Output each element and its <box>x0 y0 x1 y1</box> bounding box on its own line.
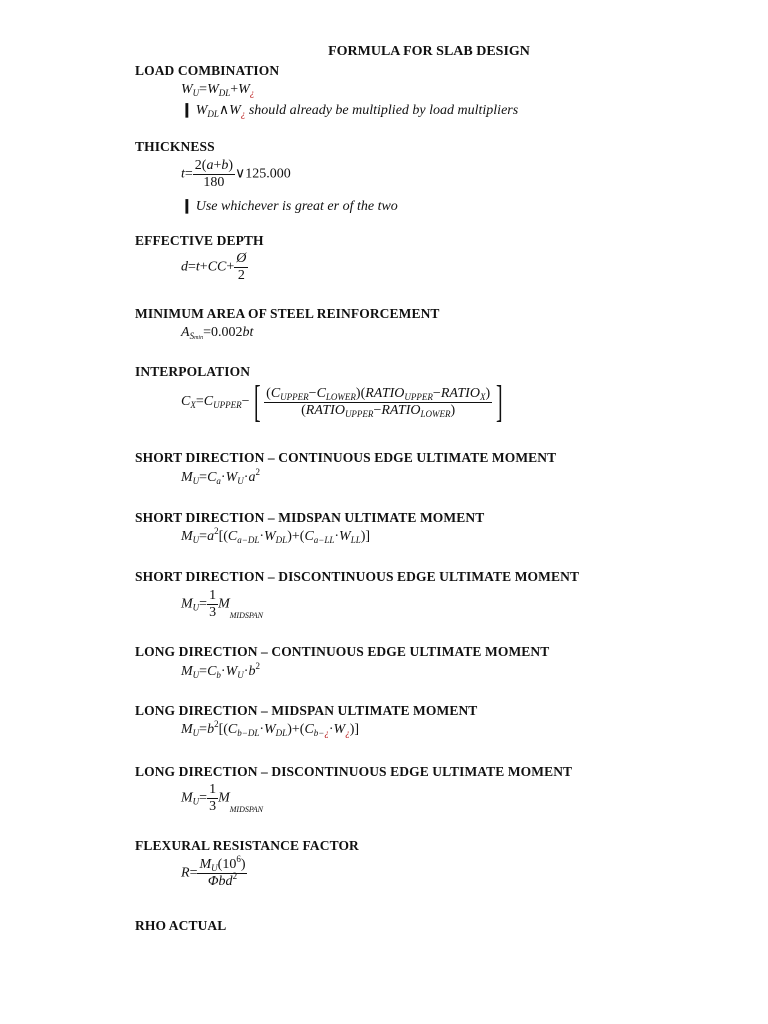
equation-load-combination: $W_U=W_{DL}+W_¿$ <box>181 82 255 98</box>
equation-min-area: $A_{Smin}=0.002bt$ <box>181 325 254 341</box>
note-load-combination: ❙ $W_{DL}\wedge W_¿$ should already be multiplied by load multipliers <box>181 103 519 119</box>
equation-short-discontinuous: $M_U=$ $\frac{1}{3}$ $M_{MIDSPAN}$ <box>181 588 263 620</box>
heading-flexural-resistance: FLEXURAL RESISTANCE FACTOR <box>135 838 359 853</box>
heading-long-discontinuous: LONG DIRECTION – DISCONTINUOUS EDGE ULTIMATE MOMENT <box>135 764 573 779</box>
heading-interpolation: INTERPOLATION <box>135 364 251 379</box>
equation-long-continuous: $M_U=C_b\cdot W_U\cdot b^2$ <box>181 661 260 680</box>
equation-flexural-resistance: R= $\frac{M_U(10^6)}{\Phi bd^2}$ <box>181 854 246 889</box>
heading-effective-depth: EFFECTIVE DEPTH <box>135 233 264 248</box>
heading-short-continuous: SHORT DIRECTION – CONTINUOUS EDGE ULTIMATE MOMENT <box>135 450 557 465</box>
heading-rho-actual: RHO ACTUAL <box>135 918 227 933</box>
equation-long-midspan: $M_U=b^2[(C_{b-DL}\cdot W_{DL})+(C_{b-¿}\cdot W_¿)]$ <box>181 719 360 738</box>
equation-thickness: t= $\frac{2(a+b)}{180}$ ∨125.000 <box>181 158 291 190</box>
flex-exp: 6 <box>236 854 241 864</box>
heading-long-continuous: LONG DIRECTION – CONTINUOUS EDGE ULTIMATE MOMENT <box>135 644 550 659</box>
heading-short-midspan: SHORT DIRECTION – MIDSPAN ULTIMATE MOMENT <box>135 510 485 525</box>
equation-interpolation: $C_X=C_{UPPER}-$[ $\frac{(C_{UPPER}-C_{LOWER})(RATIO_{UPPER}-RATIO_X)}{(RATIO_{UPPER}-RATIO_{LOWER})}$ ] <box>181 377 503 426</box>
note-thickness: ❙ Use whichever is great er of the two <box>181 199 398 214</box>
page-title: FORMULA FOR SLAB DESIGN <box>328 44 530 59</box>
note-text-load: should already be multiplied by load multipliers <box>248 103 519 118</box>
heading-long-midspan: LONG DIRECTION – MIDSPAN ULTIMATE MOMENT <box>135 703 478 718</box>
heading-load-combination: LOAD COMBINATION <box>135 63 280 78</box>
equation-long-discontinuous: $M_U=$ $\frac{1}{3}$ $M_{MIDSPAN}$ <box>181 782 263 814</box>
min-area-value: 0.002 <box>210 325 243 340</box>
thickness-denominator: 180 <box>203 175 225 190</box>
equation-short-continuous: $M_U=C_a\cdot W_U\cdot a^2$ <box>181 467 260 486</box>
long-disc-den: 3 <box>209 799 217 814</box>
long-disc-num: 1 <box>209 782 217 797</box>
heading-min-area: MINIMUM AREA OF STEEL REINFORCEMENT <box>135 306 440 321</box>
thickness-coef: 2 <box>194 158 202 173</box>
heading-short-discontinuous: SHORT DIRECTION – DISCONTINUOUS EDGE ULTIMATE MOMENT <box>135 569 580 584</box>
flex-power: 10 <box>222 857 237 872</box>
short-disc-num: 1 <box>209 588 217 603</box>
thickness-alt: 125.000 <box>245 166 291 182</box>
equation-effective-depth: d=t+CC+ $\frac{Ø}{2}$ <box>181 251 247 283</box>
heading-thickness: THICKNESS <box>135 139 215 154</box>
short-disc-den: 3 <box>209 605 217 620</box>
note-text-thickness: Use whichever is great er of the two <box>195 199 398 214</box>
equation-short-midspan: $M_U=a^2[(C_{a-DL}\cdot W_{DL})+(C_{a-LL}\cdot W_{LL})]$ <box>181 526 371 545</box>
